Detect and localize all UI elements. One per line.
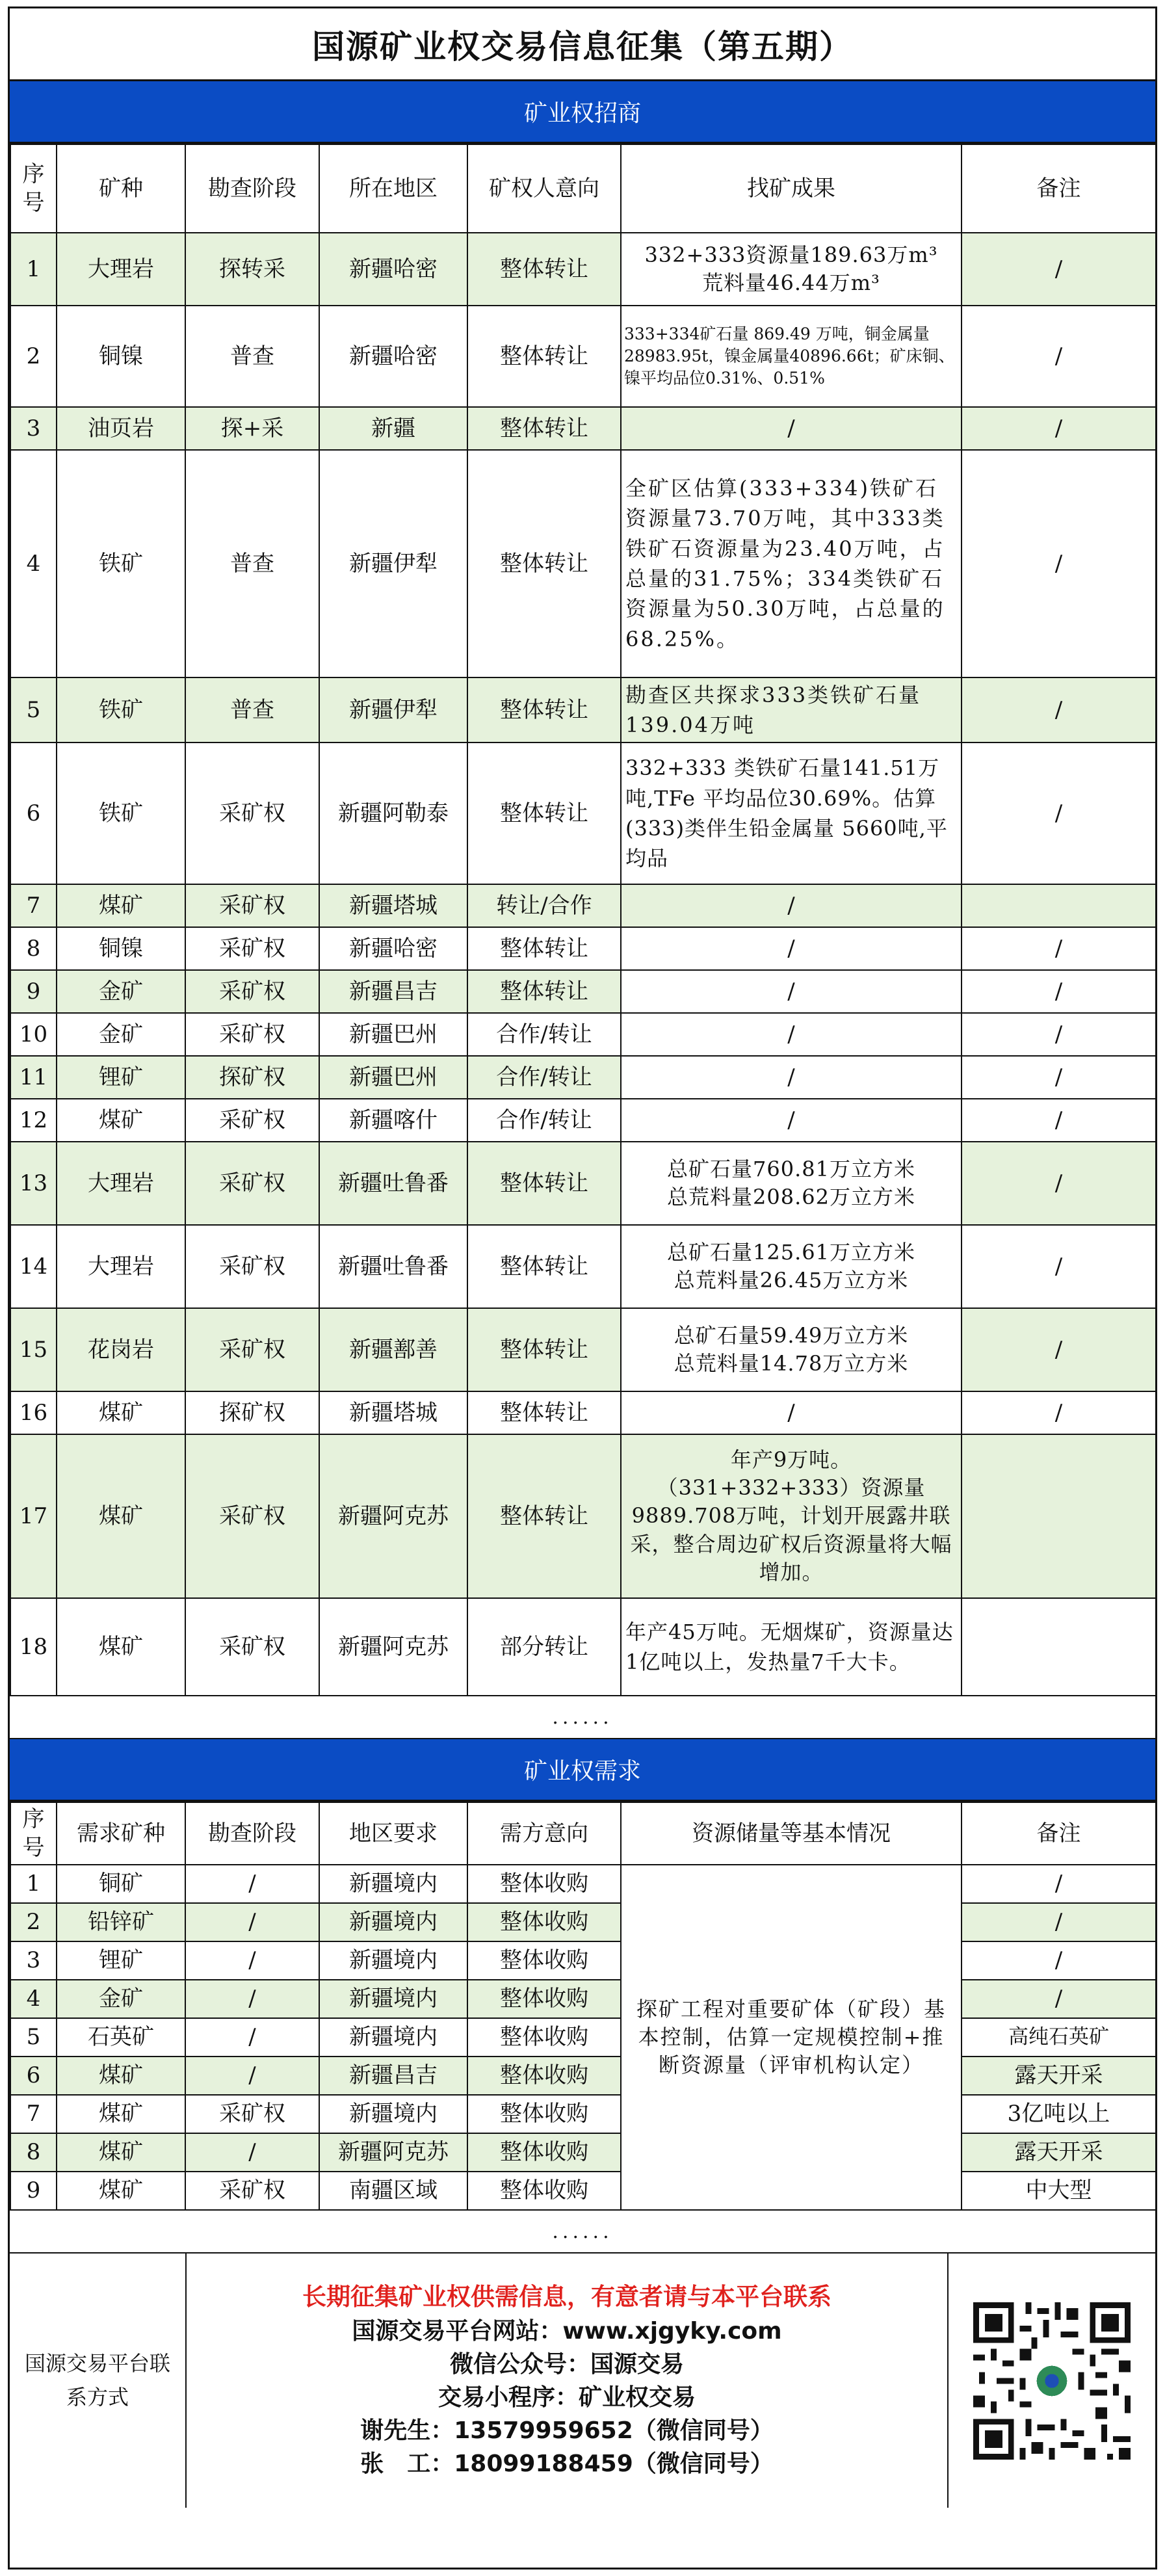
table-row	[10, 743, 1156, 884]
contact-wechat-account: 微信公众号：国源交易	[449, 2351, 684, 2378]
cell-no: 1	[10, 233, 57, 306]
cell-note: /	[962, 233, 1156, 306]
table-row	[10, 1598, 1156, 1696]
cell-stage: 普查	[185, 677, 319, 743]
cell-intent: 整体收购	[467, 1903, 621, 1941]
table-row	[10, 2018, 1156, 2057]
cell-note	[962, 1598, 1156, 1696]
col-header-region: 地区要求	[319, 1802, 467, 1865]
cell-region: 新疆伊犁	[319, 450, 467, 677]
cell-intent: 整体收购	[467, 1941, 621, 1980]
col-header-note: 备注	[962, 1802, 1156, 1865]
cell-region: 新疆鄯善	[319, 1308, 467, 1391]
col-header-mineral: 矿种	[57, 144, 185, 233]
cell-stage: /	[185, 1941, 319, 1980]
contact-details	[187, 2254, 947, 2508]
cell-no: 3	[10, 1941, 57, 1980]
demand-section-header: 矿业权需求	[10, 1739, 1155, 1802]
cell-mineral: 大理岩	[57, 233, 185, 306]
cell-mineral: 铅锌矿	[57, 1903, 185, 1941]
cell-region: 南疆区域	[319, 2172, 467, 2210]
cell-region: 新疆境内	[319, 1980, 467, 2018]
demand-header-row	[10, 1802, 1156, 1865]
cell-result: /	[621, 970, 962, 1013]
cell-mineral: 锂矿	[57, 1941, 185, 1980]
cell-stage: /	[185, 1980, 319, 2018]
cell-result: /	[621, 884, 962, 927]
cell-intent: 整体转让	[467, 677, 621, 743]
cell-no: 4	[10, 1980, 57, 2018]
table-row	[10, 1865, 1156, 1903]
cell-region: 新疆巴州	[319, 1056, 467, 1099]
contact-headline: 长期征集矿业权供需信息，有意者请与本平台联系	[302, 2283, 831, 2311]
cell-region: 新疆阿勒泰	[319, 743, 467, 884]
cell-intent: 整体转让	[467, 1225, 621, 1308]
table-row	[10, 927, 1156, 970]
cell-region: 新疆境内	[319, 1865, 467, 1903]
cell-stage: /	[185, 1903, 319, 1941]
cell-no: 13	[10, 1142, 57, 1225]
cell-note: /	[962, 1903, 1156, 1941]
cell-mineral: 金矿	[57, 1980, 185, 2018]
table-row	[10, 1903, 1156, 1941]
cell-region: 新疆境内	[319, 1941, 467, 1980]
contact-section	[10, 2254, 1155, 2508]
table-row	[10, 1056, 1156, 1099]
col-header-intent: 矿权人意向	[467, 144, 621, 233]
table-row	[10, 407, 1156, 450]
cell-intent: 合作/转让	[467, 1013, 621, 1056]
cell-mineral: 大理岩	[57, 1225, 185, 1308]
cell-no: 9	[10, 970, 57, 1013]
cell-mineral: 金矿	[57, 970, 185, 1013]
cell-note: /	[962, 1099, 1156, 1142]
cell-reserve-info: 探矿工程对重要矿体（矿段）基本控制，估算一定规模控制+推断资源量（评审机构认定）	[621, 1865, 962, 2210]
cell-no: 14	[10, 1225, 57, 1308]
cell-region: 新疆塔城	[319, 1391, 467, 1434]
cell-result: 总矿石量125.61万立方米 总荒料量26.45万立方米	[621, 1225, 962, 1308]
cell-stage: 采矿权	[185, 2095, 319, 2133]
cell-result: /	[621, 927, 962, 970]
supply-table	[10, 144, 1157, 1696]
cell-intent: 整体转让	[467, 1434, 621, 1598]
cell-no: 16	[10, 1391, 57, 1434]
qr-code-icon[interactable]	[967, 2296, 1136, 2465]
cell-region: 新疆吐鲁番	[319, 1142, 467, 1225]
cell-note: /	[962, 970, 1156, 1013]
cell-stage: 采矿权	[185, 1598, 319, 1696]
contact-label: 国源交易平台联系方式	[10, 2254, 187, 2508]
cell-mineral: 铜矿	[57, 1865, 185, 1903]
cell-result: 全矿区估算(333+334)铁矿石资源量73.70万吨，其中333类铁矿石资源量为23.40万吨，占总量的31.75%；334类铁矿石资源量为50.30万吨，占总量的68.25%。	[621, 450, 962, 677]
cell-note: /	[962, 306, 1156, 407]
table-row	[10, 1142, 1156, 1225]
cell-no: 1	[10, 1865, 57, 1903]
cell-intent: 整体转让	[467, 1142, 621, 1225]
cell-no: 8	[10, 927, 57, 970]
cell-intent: 合作/转让	[467, 1099, 621, 1142]
cell-no: 17	[10, 1434, 57, 1598]
cell-intent: 整体转让	[467, 233, 621, 306]
cell-note: /	[962, 1941, 1156, 1980]
cell-stage: 探转采	[185, 233, 319, 306]
cell-region: 新疆境内	[319, 2095, 467, 2133]
cell-mineral: 煤矿	[57, 1598, 185, 1696]
cell-region: 新疆境内	[319, 2018, 467, 2057]
contact-website: 国源交易平台网站：www.xjgyky.com	[352, 2317, 782, 2345]
cell-region: 新疆塔城	[319, 884, 467, 927]
cell-stage: /	[185, 2018, 319, 2057]
table-row	[10, 1434, 1156, 1598]
cell-stage: 采矿权	[185, 884, 319, 927]
table-row	[10, 233, 1156, 306]
cell-mineral: 煤矿	[57, 1391, 185, 1434]
cell-mineral: 煤矿	[57, 2133, 185, 2172]
cell-stage: /	[185, 2133, 319, 2172]
cell-intent: 整体收购	[467, 2057, 621, 2095]
cell-note: 高纯石英矿	[962, 2018, 1156, 2057]
cell-stage: 采矿权	[185, 743, 319, 884]
cell-intent: 整体转让	[467, 927, 621, 970]
cell-no: 6	[10, 2057, 57, 2095]
table-row	[10, 884, 1156, 927]
cell-region: 新疆昌吉	[319, 2057, 467, 2095]
cell-intent: 整体转让	[467, 407, 621, 450]
cell-note	[962, 1434, 1156, 1598]
cell-result: /	[621, 407, 962, 450]
cell-note: /	[962, 1865, 1156, 1903]
cell-note: /	[962, 1142, 1156, 1225]
col-header-stage: 勘查阶段	[185, 144, 319, 233]
contact-phone-xie: 谢先生：13579959652（微信同号）	[360, 2417, 774, 2445]
col-header-no: 序号	[10, 144, 57, 233]
cell-result: /	[621, 1099, 962, 1142]
table-row	[10, 1099, 1156, 1142]
cell-result: 332+333资源量189.63万m³ 荒料量46.44万m³	[621, 233, 962, 306]
cell-intent: 整体收购	[467, 2018, 621, 2057]
table-row	[10, 306, 1156, 407]
cell-stage: 采矿权	[185, 1142, 319, 1225]
supply-header-row	[10, 144, 1156, 233]
cell-result: 总矿石量760.81万立方米 总荒料量208.62万立方米	[621, 1142, 962, 1225]
cell-note: /	[962, 1225, 1156, 1308]
cell-region: 新疆阿克苏	[319, 1598, 467, 1696]
cell-mineral: 煤矿	[57, 1434, 185, 1598]
table-row	[10, 450, 1156, 677]
cell-stage: 采矿权	[185, 1434, 319, 1598]
table-row	[10, 1941, 1156, 1980]
cell-mineral: 石英矿	[57, 2018, 185, 2057]
cell-mineral: 煤矿	[57, 2172, 185, 2210]
cell-no: 10	[10, 1013, 57, 1056]
cell-note: 3亿吨以上	[962, 2095, 1156, 2133]
cell-result: 年产45万吨。无烟煤矿，资源量达1亿吨以上，发热量7千大卡。	[621, 1598, 962, 1696]
cell-result: 332+333 类铁矿石量141.51万吨,TFe 平均品位30.69%。估算(333)类伴生铅金属量 5660吨,平均品	[621, 743, 962, 884]
cell-result: /	[621, 1013, 962, 1056]
cell-result: 333+334矿石量 869.49 万吨，铜金属量28983.95t，镍金属量40896.66t；矿床铜、镍平均品位0.31%、0.51%	[621, 306, 962, 407]
cell-stage: 普查	[185, 450, 319, 677]
demand-table	[10, 1802, 1157, 2211]
cell-region: 新疆哈密	[319, 927, 467, 970]
cell-stage: 采矿权	[185, 1099, 319, 1142]
cell-mineral: 煤矿	[57, 1099, 185, 1142]
table-row	[10, 1391, 1156, 1434]
cell-stage: 探矿权	[185, 1056, 319, 1099]
col-header-intent: 需方意向	[467, 1802, 621, 1865]
cell-region: 新疆昌吉	[319, 970, 467, 1013]
cell-intent: 整体收购	[467, 2172, 621, 2210]
cell-result: /	[621, 1056, 962, 1099]
table-row	[10, 2057, 1156, 2095]
col-header-result: 找矿成果	[621, 144, 962, 233]
cell-note: /	[962, 1391, 1156, 1434]
cell-region: 新疆巴州	[319, 1013, 467, 1056]
cell-mineral: 铁矿	[57, 743, 185, 884]
supply-ellipsis: ......	[10, 1696, 1155, 1739]
cell-mineral: 铜镍	[57, 306, 185, 407]
cell-stage: /	[185, 1865, 319, 1903]
table-row	[10, 970, 1156, 1013]
cell-region: 新疆阿克苏	[319, 2133, 467, 2172]
cell-note: 中大型	[962, 2172, 1156, 2210]
cell-stage: 采矿权	[185, 2172, 319, 2210]
cell-intent: 整体收购	[467, 1865, 621, 1903]
cell-result: 总矿石量59.49万立方米 总荒料量14.78万立方米	[621, 1308, 962, 1391]
page-title: 国源矿业权交易信息征集（第五期）	[10, 8, 1155, 81]
cell-no: 18	[10, 1598, 57, 1696]
col-header-stage: 勘查阶段	[185, 1802, 319, 1865]
cell-note: /	[962, 450, 1156, 677]
cell-region: 新疆吐鲁番	[319, 1225, 467, 1308]
cell-region: 新疆伊犁	[319, 677, 467, 743]
cell-intent: 部分转让	[467, 1598, 621, 1696]
col-header-reserve: 资源储量等基本情况	[621, 1802, 962, 1865]
cell-intent: 合作/转让	[467, 1056, 621, 1099]
cell-no: 12	[10, 1099, 57, 1142]
cell-mineral: 煤矿	[57, 2095, 185, 2133]
table-row	[10, 1225, 1156, 1308]
cell-intent: 整体转让	[467, 1308, 621, 1391]
cell-region: 新疆喀什	[319, 1099, 467, 1142]
cell-no: 11	[10, 1056, 57, 1099]
cell-note: /	[962, 677, 1156, 743]
cell-intent: 整体转让	[467, 1391, 621, 1434]
cell-mineral: 铁矿	[57, 677, 185, 743]
cell-intent: 整体收购	[467, 2095, 621, 2133]
cell-no: 2	[10, 306, 57, 407]
table-row	[10, 677, 1156, 743]
cell-region: 新疆境内	[319, 1903, 467, 1941]
cell-intent: 整体收购	[467, 2133, 621, 2172]
cell-mineral: 锂矿	[57, 1056, 185, 1099]
contact-mini-program: 交易小程序：矿业权交易	[438, 2384, 696, 2412]
cell-note: /	[962, 1980, 1156, 2018]
cell-no: 5	[10, 677, 57, 743]
cell-stage: 采矿权	[185, 1225, 319, 1308]
cell-no: 4	[10, 450, 57, 677]
cell-intent: 整体转让	[467, 306, 621, 407]
info-sheet	[8, 7, 1157, 2569]
cell-mineral: 花岗岩	[57, 1308, 185, 1391]
contact-phone-zhang: 张 工：18099188459（微信同号）	[360, 2451, 774, 2478]
cell-result: /	[621, 1391, 962, 1434]
cell-note: 露天开采	[962, 2133, 1156, 2172]
cell-no: 15	[10, 1308, 57, 1391]
cell-note: /	[962, 1308, 1156, 1391]
cell-region: 新疆哈密	[319, 306, 467, 407]
cell-no: 8	[10, 2133, 57, 2172]
cell-intent: 整体收购	[467, 1980, 621, 2018]
cell-intent: 整体转让	[467, 743, 621, 884]
cell-mineral: 金矿	[57, 1013, 185, 1056]
cell-region: 新疆哈密	[319, 233, 467, 306]
cell-mineral: 煤矿	[57, 2057, 185, 2095]
cell-intent: 转让/合作	[467, 884, 621, 927]
cell-stage: /	[185, 2057, 319, 2095]
cell-mineral: 铁矿	[57, 450, 185, 677]
cell-stage: 采矿权	[185, 927, 319, 970]
demand-ellipsis: ......	[10, 2211, 1155, 2254]
col-header-note: 备注	[962, 144, 1156, 233]
cell-note: /	[962, 927, 1156, 970]
cell-no: 7	[10, 2095, 57, 2133]
cell-mineral: 铜镍	[57, 927, 185, 970]
table-row	[10, 2133, 1156, 2172]
table-row	[10, 2095, 1156, 2133]
cell-no: 5	[10, 2018, 57, 2057]
cell-note: /	[962, 743, 1156, 884]
col-header-no: 序号	[10, 1802, 57, 1865]
cell-mineral: 油页岩	[57, 407, 185, 450]
supply-section-header: 矿业权招商	[10, 81, 1155, 144]
table-row	[10, 1980, 1156, 2018]
cell-region: 新疆	[319, 407, 467, 450]
cell-intent: 整体转让	[467, 450, 621, 677]
cell-stage: 普查	[185, 306, 319, 407]
table-row	[10, 2172, 1156, 2210]
cell-stage: 采矿权	[185, 1013, 319, 1056]
cell-no: 7	[10, 884, 57, 927]
cell-no: 3	[10, 407, 57, 450]
qr-code-panel	[947, 2254, 1155, 2508]
cell-no: 9	[10, 2172, 57, 2210]
cell-stage: 采矿权	[185, 970, 319, 1013]
cell-mineral: 大理岩	[57, 1142, 185, 1225]
cell-note: /	[962, 1013, 1156, 1056]
cell-note	[962, 884, 1156, 927]
table-row	[10, 1308, 1156, 1391]
cell-note: 露天开采	[962, 2057, 1156, 2095]
cell-note: /	[962, 407, 1156, 450]
cell-no: 6	[10, 743, 57, 884]
cell-mineral: 煤矿	[57, 884, 185, 927]
cell-stage: 采矿权	[185, 1308, 319, 1391]
cell-result: 年产9万吨。 （331+332+333）资源量9889.708万吨，计划开展露井联采，整合周边矿权后资源量将大幅增加。	[621, 1434, 962, 1598]
table-row	[10, 1013, 1156, 1056]
cell-result: 勘查区共探求333类铁矿石量139.04万吨	[621, 677, 962, 743]
cell-region: 新疆阿克苏	[319, 1434, 467, 1598]
col-header-region: 所在地区	[319, 144, 467, 233]
cell-stage: 探+采	[185, 407, 319, 450]
cell-stage: 探矿权	[185, 1391, 319, 1434]
col-header-mineral: 需求矿种	[57, 1802, 185, 1865]
cell-intent: 整体转让	[467, 970, 621, 1013]
cell-note: /	[962, 1056, 1156, 1099]
cell-no: 2	[10, 1903, 57, 1941]
